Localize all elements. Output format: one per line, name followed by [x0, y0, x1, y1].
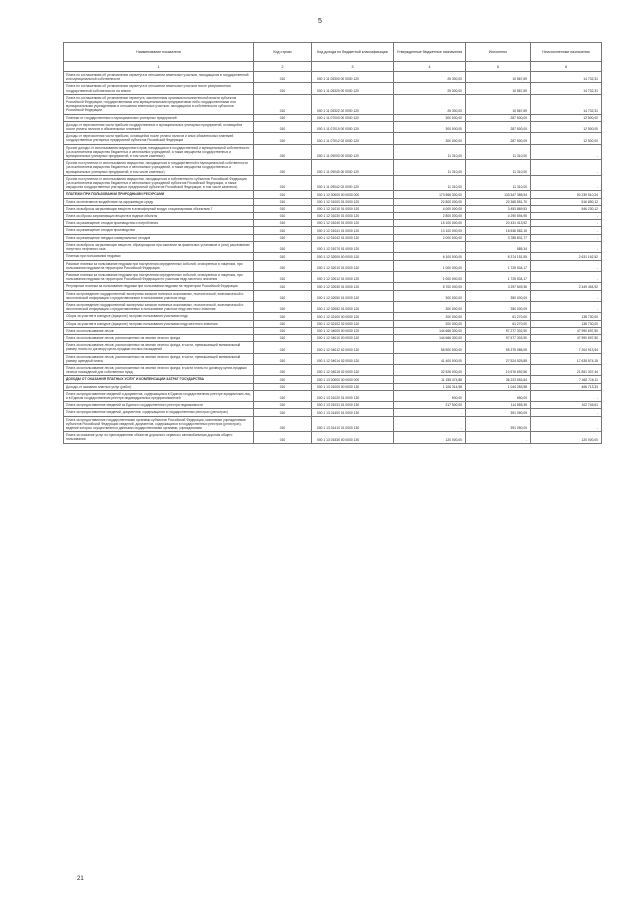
- approved-cell: 120 000,00: [394, 432, 466, 443]
- unexecuted-cell: -: [531, 220, 602, 227]
- column-index: 6: [531, 62, 602, 72]
- budget-code-cell: 000 1 11 09000 00 0000 120: [312, 144, 394, 160]
- approved-cell: 300 000,00: [394, 114, 466, 121]
- approved-cell: 11 310,00: [394, 144, 466, 160]
- indicator-name-cell: Плата за выбросы загрязняющих веществ в атмосферный воздух стационарными объектами 7: [64, 205, 254, 212]
- approved-cell: 6 100 000,00: [394, 253, 466, 260]
- executed-cell: 20 431 413,92: [466, 220, 531, 227]
- line-code-cell: 010: [254, 376, 312, 383]
- unexecuted-cell: 516 850,12: [531, 198, 602, 205]
- unexecuted-cell: 120 000,00: [531, 432, 602, 443]
- unexecuted-cell: -: [531, 213, 602, 220]
- indicator-name-cell: Разовые платежи за пользование недрами при наступлении определенных событий, оговоренных в лицензии, при пользовании недрами на территории Российской Федерации по участкам недр местного значения: [64, 271, 254, 282]
- executed-cell: 650,00: [466, 390, 531, 401]
- approved-cell: 1 000 000,00: [394, 271, 466, 282]
- approved-cell: 32 526 000,00: [394, 364, 466, 375]
- unexecuted-cell: -: [531, 271, 602, 282]
- table-row: [64, 390, 602, 401]
- table-row: [64, 409, 602, 416]
- budget-code-cell: 000 1 12 01041 01 0000 120: [312, 227, 394, 234]
- approved-cell: 144 666 300,00: [394, 327, 466, 334]
- indicator-name-cell: Прочие поступления от использования имущества, находящегося в собственности субъектов Российской Федерации (за исключением имущества бюджетных и автономных учреждений субъектов Российской Федерации, а также имущества государственных унитарных предприятий субъектов Российской Федерации, в том числе казенных): [64, 175, 254, 191]
- line-code-cell: 010: [254, 175, 312, 191]
- indicator-name-cell: Плата за использование лесов, расположенных на землях лесного фонда, в части, превышающей минимальный размер арендной платы: [64, 353, 254, 364]
- executed-cell: 55 375 085,05: [466, 342, 531, 353]
- executed-cell: 20 368 851,70: [466, 198, 531, 205]
- line-code-cell: 010: [254, 301, 312, 312]
- executed-cell: 16 636 582,15: [466, 227, 531, 234]
- table-row: [64, 320, 602, 327]
- header-name: Наименование показателя: [64, 43, 254, 62]
- table-row: [64, 175, 602, 191]
- unexecuted-cell: 7 462 716,11: [531, 376, 602, 383]
- line-code-cell: 010: [254, 227, 312, 234]
- approved-cell: 144 666 300,00: [394, 334, 466, 341]
- budget-code-cell: 000 1 13 01020 01 0000 130: [312, 390, 394, 401]
- approved-cell: 300 000,00: [394, 121, 466, 132]
- unexecuted-cell: 14 732,31: [531, 83, 602, 94]
- line-code-cell: 010: [254, 409, 312, 416]
- column-index: 4: [394, 62, 466, 72]
- budget-code-cell: 000 1 11 07000 00 0000 120: [312, 114, 394, 121]
- approved-cell: 500,00: [394, 390, 466, 401]
- budget-code-cell: 000 1 12 01040 01 0000 120: [312, 220, 394, 227]
- unexecuted-cell: -: [531, 301, 602, 312]
- executed-cell: -: [466, 432, 531, 443]
- column-index: 5: [466, 62, 531, 72]
- executed-cell: 10 567,69: [466, 83, 531, 94]
- executed-cell: 1 044 283,98: [466, 383, 531, 390]
- table-row: [64, 342, 602, 353]
- budget-code-cell: 000 1 12 02012 01 0000 120: [312, 271, 394, 282]
- line-code-cell: 010: [254, 241, 312, 252]
- approved-cell: 22 800 000,00: [394, 198, 466, 205]
- budget-code-cell: 000 1 13 01410 01 0000 130: [312, 416, 394, 432]
- approved-cell: 56 500 000,00: [394, 342, 466, 353]
- table-row: [64, 313, 602, 320]
- header-executed: Исполнено: [466, 43, 531, 62]
- unexecuted-cell: -: [531, 175, 602, 191]
- budget-code-cell: 000 1 13 00000 00 0000 000: [312, 376, 394, 383]
- unexecuted-cell: 466 713,33: [531, 383, 602, 390]
- unexecuted-cell: -: [531, 290, 602, 301]
- executed-cell: 36 223 652,64: [466, 376, 531, 383]
- executed-cell: 4 290 594,95: [466, 213, 531, 220]
- budget-code-cell: 000 1 12 02030 01 0000 120: [312, 283, 394, 290]
- line-code-cell: 010: [254, 313, 312, 320]
- executed-cell: 585,34: [466, 241, 531, 252]
- unexecuted-cell: 138 730,00: [531, 320, 602, 327]
- executed-cell: 97 677 302,90: [466, 334, 531, 341]
- table-row: [64, 241, 602, 252]
- executed-cell: 1 725 534,17: [466, 260, 531, 271]
- indicator-name-cell: Доходы от перечисления части прибыли, остающейся после уплаты налогов и иных обязательных платежей государственных унитарных предприятий субъектов Российской Федерации: [64, 133, 254, 144]
- approved-cell: 5 700 000,00: [394, 283, 466, 290]
- executed-cell: 3 297 549,36: [466, 283, 531, 290]
- table-row: [64, 376, 602, 383]
- approved-cell: 11 155 474,88: [394, 376, 466, 383]
- header-code: Код строки: [254, 43, 312, 62]
- line-code-cell: 010: [254, 327, 312, 334]
- footer-page-number: 21: [77, 876, 84, 882]
- table-row: [64, 283, 602, 290]
- line-code-cell: 010: [254, 220, 312, 227]
- line-code-cell: 010: [254, 114, 312, 121]
- table-row: [64, 72, 602, 83]
- table-row: [64, 94, 602, 114]
- line-code-cell: 010: [254, 94, 312, 114]
- unexecuted-cell: 102 745,61: [531, 402, 602, 409]
- approved-cell: -: [394, 409, 466, 416]
- unexecuted-cell: 2 631 162,52: [531, 253, 602, 260]
- budget-code-cell: 000 1 13 01400 01 0000 130: [312, 409, 394, 416]
- table-body: [64, 72, 602, 444]
- table-row: [64, 205, 602, 212]
- approved-cell: 217 500,00: [394, 402, 466, 409]
- table-row: [64, 198, 602, 205]
- line-code-cell: 010: [254, 383, 312, 390]
- table-row: [64, 133, 602, 144]
- line-code-cell: 010: [254, 260, 312, 271]
- budget-code-cell: 000 1 12 02100 00 0000 120: [312, 313, 394, 320]
- approved-cell: 25 300,00: [394, 72, 466, 83]
- line-code-cell: 010: [254, 191, 312, 198]
- unexecuted-cell: -: [531, 160, 602, 176]
- budget-code-cell: 000 1 11 07012 02 0000 120: [312, 133, 394, 144]
- table-row: [64, 83, 602, 94]
- column-index: 1: [64, 62, 254, 72]
- unexecuted-cell: -: [531, 144, 602, 160]
- executed-cell: 391 050,00: [466, 409, 531, 416]
- line-code-cell: 010: [254, 432, 312, 443]
- executed-cell: 61 270,00: [466, 320, 531, 327]
- executed-cell: 287 500,00: [466, 133, 531, 144]
- table-row: [64, 364, 602, 375]
- approved-cell: -: [394, 416, 466, 432]
- line-code-cell: 010: [254, 213, 312, 220]
- indicator-name-cell: Плата за оказание услуг по присоединению объектов дорожного сервиса к автомобильным дорогам общего пользования: [64, 432, 254, 443]
- table-row: [64, 432, 602, 443]
- budget-code-cell: 000 1 12 04015 02 0000 120: [312, 364, 394, 375]
- indicator-name-cell: Плата за использование лесов, расположенных на землях лесного фонда, в части, превышающей минимальный размер платы по договору купли-продажи лесных насаждений: [64, 342, 254, 353]
- unexecuted-cell: 546 230,12: [531, 205, 602, 212]
- table-row: [64, 301, 602, 312]
- header-approved: Утвержденные бюджетные назначения: [394, 43, 466, 62]
- page-number: 5: [318, 18, 322, 25]
- approved-cell: 1 106 314,98: [394, 383, 466, 390]
- approved-cell: 173 566 300,00: [394, 191, 466, 198]
- executed-cell: 10 676 692,56: [466, 364, 531, 375]
- approved-cell: 2 800 000,00: [394, 213, 466, 220]
- table-header-row: [64, 43, 602, 62]
- unexecuted-cell: 7 204 913,94: [531, 342, 602, 353]
- budget-code-cell: 000 1 11 09042 02 0000 120: [312, 175, 394, 191]
- approved-cell: 300 000,00: [394, 133, 466, 144]
- indicator-name-cell: Плата за негативное воздействие на окружающую среду: [64, 198, 254, 205]
- table-row: [64, 144, 602, 160]
- indicator-name-cell: Плата за размещение отходов производства и потребления: [64, 220, 254, 227]
- executed-cell: 11 310,00: [466, 144, 531, 160]
- budget-code-cell: 000 1 11 05322 02 0000 120: [312, 94, 394, 114]
- budget-code-cell: 000 1 12 04000 00 0000 120: [312, 327, 394, 334]
- budget-code-cell: 000 1 12 01070 01 0000 120: [312, 241, 394, 252]
- executed-cell: 61 270,00: [466, 313, 531, 320]
- line-code-cell: 010: [254, 271, 312, 282]
- unexecuted-cell: 14 732,31: [531, 72, 602, 83]
- unexecuted-cell: 138 730,00: [531, 313, 602, 320]
- budget-code-cell: 000 1 12 00000 00 0000 000: [312, 191, 394, 198]
- budget-code-cell: 000 1 12 04012 02 0000 120: [312, 342, 394, 353]
- approved-cell: 200 000,00: [394, 313, 466, 320]
- approved-cell: 25 300,00: [394, 94, 466, 114]
- line-code-cell: 010: [254, 320, 312, 327]
- table-row: [64, 334, 602, 341]
- indicator-name-cell: Сборы за участие в конкурсе (аукционе) на право пользования участками недр: [64, 313, 254, 320]
- approved-cell: 25 300,00: [394, 83, 466, 94]
- indicator-name-cell: Плата за проведение государственной экспертизы запасов полезных ископаемых, геологической, экономической и экологической информации о предоставляемых в пользование участках недр местного значения: [64, 301, 254, 312]
- approved-cell: 300 000,00: [394, 290, 466, 301]
- line-code-cell: 010: [254, 205, 312, 212]
- unexecuted-cell: 47 990 697,50: [531, 334, 602, 341]
- line-code-cell: 010: [254, 290, 312, 301]
- approved-cell: 2 000 000,00: [394, 234, 466, 241]
- approved-cell: 4 000 000,00: [394, 205, 466, 212]
- approved-cell: 13 100 000,00: [394, 227, 466, 234]
- approved-cell: 15 100 000,00: [394, 220, 466, 227]
- line-code-cell: 010: [254, 364, 312, 375]
- unexecuted-cell: 47 990 697,50: [531, 327, 602, 334]
- line-code-cell: 010: [254, 160, 312, 176]
- indicator-name-cell: Регулярные платежи за пользование недрами при пользовании недрами на территории Российской Федерации: [64, 283, 254, 290]
- table-row: [64, 416, 602, 432]
- unexecuted-cell: 12 500,00: [531, 121, 602, 132]
- column-index: 3: [312, 62, 394, 72]
- line-code-cell: 010: [254, 283, 312, 290]
- indicator-name-cell: Плата по соглашениям об установлении сервитута, заключенным органами исполнительной власти субъектов Российской Федерации, государственными или муниципальными предприятиями либо государственными или муниципальными учреждениями в отношении земельных участков, находящихся в собственности субъектов Российской Федерации: [64, 94, 254, 114]
- executed-cell: 11 310,00: [466, 160, 531, 176]
- approved-cell: 1 000 000,00: [394, 260, 466, 271]
- budget-code-cell: 000 1 12 02050 01 0000 120: [312, 290, 394, 301]
- unexecuted-cell: 21 851 307,44: [531, 364, 602, 375]
- indicator-name-cell: Плата по соглашениям об установлении сервитута в отношении земельных участков после разграничения государственной собственности на землю: [64, 83, 254, 94]
- budget-code-cell: 000 1 11 09040 00 0000 120: [312, 160, 394, 176]
- table-row: [64, 260, 602, 271]
- line-code-cell: 010: [254, 253, 312, 260]
- budget-code-cell: 000 1 12 04010 00 0000 120: [312, 334, 394, 341]
- indicator-name-cell: Плата за предоставление сведений, документов, содержащихся в государственных реестрах (регистрах): [64, 409, 254, 416]
- column-index-row: [64, 62, 602, 72]
- budget-code-cell: 000 1 12 02010 01 0000 120: [312, 260, 394, 271]
- approved-cell: -: [394, 241, 466, 252]
- indicator-name-cell: Плата за использование лесов, расположенных на землях лесного фонда, в части платы по договору купли-продажи лесных насаждений для собственных нужд: [64, 364, 254, 375]
- executed-cell: 8 374 151,55: [466, 253, 531, 260]
- line-code-cell: 010: [254, 353, 312, 364]
- approved-cell: 41 400 000,00: [394, 353, 466, 364]
- budget-code-cell: 000 1 12 01010 01 0000 120: [312, 205, 394, 212]
- unexecuted-cell: 12 500,00: [531, 114, 602, 121]
- executed-cell: 97 277 302,90: [466, 327, 531, 334]
- indicator-name-cell: Плата за выбросы загрязняющих веществ, образующихся при сжигании на факельных установках и (или) рассеивании попутного нефтяного газа: [64, 241, 254, 252]
- table-row: [64, 402, 602, 409]
- header-unexecuted: Неисполненные назначения: [531, 43, 602, 62]
- line-code-cell: 010: [254, 390, 312, 401]
- indicator-name-cell: ПЛАТЕЖИ ПРИ ПОЛЬЗОВАНИИ ПРИРОДНЫМИ РЕСУРСАМИ: [64, 191, 254, 198]
- indicator-name-cell: Плата за сбросы загрязняющих веществ в водные объекты: [64, 213, 254, 220]
- approved-cell: 200 000,00: [394, 320, 466, 327]
- budget-code-cell: 000 1 12 01000 01 0000 120: [312, 198, 394, 205]
- executed-cell: 391 050,00: [466, 416, 531, 432]
- executed-cell: 133 547 385,94: [466, 191, 531, 198]
- executed-cell: 27 524 525,85: [466, 353, 531, 364]
- line-code-cell: 010: [254, 83, 312, 94]
- indicator-name-cell: Плата за предоставление государственными органами субъектов Российской Федерации, казенными учреждениями субъектов Российской Федерации сведений, документов, содержащихся в государственных реестрах (регистрах), ведение которых осуществляется данными государственными органами, учреждениями: [64, 416, 254, 432]
- header-kbk: Код дохода по бюджетной классификации: [312, 43, 394, 62]
- budget-code-cell: 000 1 12 01042 01 0000 120: [312, 234, 394, 241]
- indicator-name-cell: Плата по соглашениям об установлении сервитута в отношении земельных участков, находящихся в государственной или муниципальной собственности: [64, 72, 254, 83]
- line-code-cell: 010: [254, 121, 312, 132]
- unexecuted-cell: 2 449 454,92: [531, 283, 602, 290]
- indicator-name-cell: Плата за проведение государственной экспертизы запасов полезных ископаемых, геологической, экономической и экологической информации о предоставляемых в пользование участках недр: [64, 290, 254, 301]
- line-code-cell: 010: [254, 342, 312, 353]
- unexecuted-cell: -: [531, 416, 602, 432]
- table-row: [64, 290, 602, 301]
- budget-code-cell: 000 1 13 01031 01 0000 130: [312, 402, 394, 409]
- line-code-cell: 010: [254, 234, 312, 241]
- indicator-name-cell: Платежи при пользовании недрами: [64, 253, 254, 260]
- unexecuted-cell: -: [531, 260, 602, 271]
- table-row: [64, 327, 602, 334]
- approved-cell: 11 310,00: [394, 160, 466, 176]
- indicator-name-cell: Доходы от перечисления части прибыли государственных и муниципальных унитарных предприятий, остающейся после уплаты налогов и обязательных платежей: [64, 121, 254, 132]
- indicator-name-cell: Прочие поступления от использования имущества, находящегося в государственной и муниципальной собственности (за исключением имущества бюджетных и автономных учреждений, а также имущества государственных и муниципальных унитарных предприятий, в том числе казенных): [64, 160, 254, 176]
- line-code-cell: 010: [254, 334, 312, 341]
- table-row: [64, 253, 602, 260]
- budget-code-cell: 000 1 11 07010 00 0000 120: [312, 121, 394, 132]
- executed-cell: 114 855,39: [466, 402, 531, 409]
- line-code-cell: 010: [254, 416, 312, 432]
- unexecuted-cell: 50 239 510,24: [531, 191, 602, 198]
- unexecuted-cell: -: [531, 390, 602, 401]
- executed-cell: 11 310,00: [466, 175, 531, 191]
- table-row: [64, 213, 602, 220]
- executed-cell: 3 453 869,53: [466, 205, 531, 212]
- column-index: 2: [254, 62, 312, 72]
- line-code-cell: 010: [254, 72, 312, 83]
- indicator-name-cell: Прочие доходы от использования имущества и прав, находящихся в государственной и муниципальной собственности (за исключением имущества бюджетных и автономных учреждений, а также имущества государственных и муниципальных унитарных предприятий, в том числе казенных): [64, 144, 254, 160]
- table-row: [64, 160, 602, 176]
- indicator-name-cell: Плата за использование лесов, расположенных на землях лесного фонда: [64, 334, 254, 341]
- budget-code-cell: 000 1 13 01000 00 0000 130: [312, 383, 394, 390]
- budget-code-cell: 000 1 11 05300 00 0000 120: [312, 72, 394, 83]
- unexecuted-cell: 17 635 974,15: [531, 353, 602, 364]
- unexecuted-cell: -: [531, 241, 602, 252]
- indicator-name-cell: Доходы от оказания платных услуг (работ): [64, 383, 254, 390]
- unexecuted-cell: -: [531, 409, 602, 416]
- table-row: [64, 227, 602, 234]
- executed-cell: 287 500,00: [466, 121, 531, 132]
- table-row: [64, 353, 602, 364]
- executed-cell: 3 785 831,77: [466, 234, 531, 241]
- line-code-cell: 010: [254, 144, 312, 160]
- table-row: [64, 220, 602, 227]
- table-row: [64, 191, 602, 198]
- executed-cell: 350 000,00: [466, 290, 531, 301]
- indicator-name-cell: Плата за использование лесов: [64, 327, 254, 334]
- table-row: [64, 114, 602, 121]
- indicator-name-cell: Плата за предоставление сведений и документов, содержащихся в Едином государственном реестре юридических лиц и в Едином государственном реестре индивидуальных предпринимателей: [64, 390, 254, 401]
- budget-code-cell: 000 1 11 05320 00 0000 120: [312, 83, 394, 94]
- unexecuted-cell: -: [531, 227, 602, 234]
- indicator-name-cell: Платежи от государственных и муниципальных унитарных предприятий: [64, 114, 254, 121]
- line-code-cell: 010: [254, 198, 312, 205]
- line-code-cell: 010: [254, 133, 312, 144]
- executed-cell: 10 567,69: [466, 94, 531, 114]
- table-row: [64, 383, 602, 390]
- indicator-name-cell: ДОХОДЫ ОТ ОКАЗАНИЯ ПЛАТНЫХ УСЛУГ И КОМПЕНСАЦИИ ЗАТРАТ ГОСУДАРСТВА: [64, 376, 254, 383]
- indicator-name-cell: Плата за размещение твердых коммунальных отходов: [64, 234, 254, 241]
- unexecuted-cell: 14 732,31: [531, 94, 602, 114]
- executed-cell: 10 567,69: [466, 72, 531, 83]
- unexecuted-cell: -: [531, 234, 602, 241]
- budget-code-cell: 000 1 12 02000 00 0000 120: [312, 253, 394, 260]
- budget-code-cell: 000 1 12 01030 01 0000 120: [312, 213, 394, 220]
- executed-cell: 1 725 534,17: [466, 271, 531, 282]
- executed-cell: 287 500,00: [466, 114, 531, 121]
- revenue-table: [63, 42, 602, 444]
- budget-code-cell: 000 1 13 01530 00 0000 130: [312, 432, 394, 443]
- indicator-name-cell: Плата за предоставление сведений из Единого государственного реестра недвижимости: [64, 402, 254, 409]
- approved-cell: 11 310,00: [394, 175, 466, 191]
- budget-code-cell: 000 1 12 02052 01 0000 120: [312, 301, 394, 312]
- line-code-cell: 010: [254, 402, 312, 409]
- approved-cell: 300 000,00: [394, 301, 466, 312]
- budget-code-cell: 000 1 12 02102 02 0000 120: [312, 320, 394, 327]
- executed-cell: 350 000,00: [466, 301, 531, 312]
- budget-code-cell: 000 1 12 04014 02 0000 120: [312, 353, 394, 364]
- table-row: [64, 121, 602, 132]
- indicator-name-cell: Разовые платежи за пользование недрами при наступлении определенных событий, оговоренных в лицензии, при пользовании недрами на территории Российской Федерации: [64, 260, 254, 271]
- unexecuted-cell: 12 500,00: [531, 133, 602, 144]
- table-row: [64, 234, 602, 241]
- indicator-name-cell: Сборы за участие в конкурсе (аукционе) на право пользования участками недр местного значения: [64, 320, 254, 327]
- table-row: [64, 271, 602, 282]
- indicator-name-cell: Плата за размещение отходов производства: [64, 227, 254, 234]
